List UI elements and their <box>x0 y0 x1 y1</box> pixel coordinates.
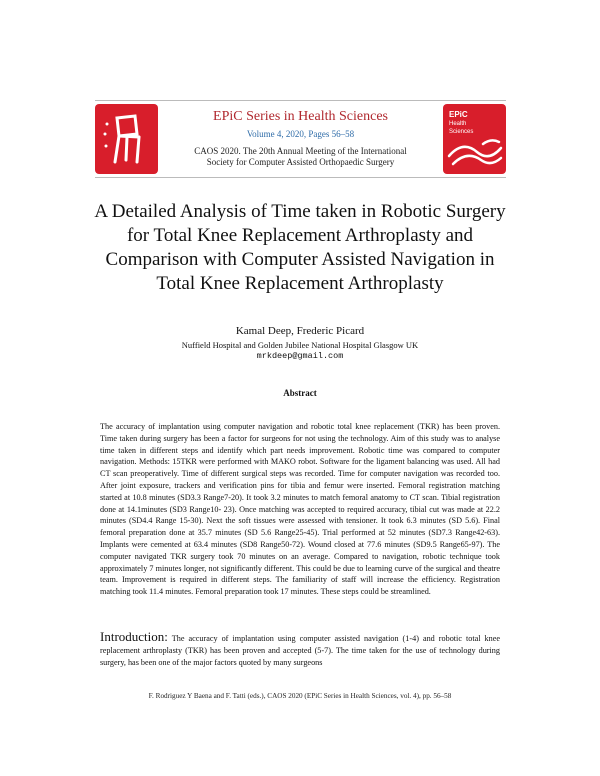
epic-health-sciences-logo <box>443 104 506 174</box>
introduction-text: The accuracy of implantation using computer assisted navigation (1-4) and robotic total knee replacement arthroplasty (TKR) has been proven and accepted (5-7). The time taken for the use of technology during surgery, has been one of the major factors quoted by many surgeons <box>100 634 500 667</box>
paper-title: A Detailed Analysis of Time taken in Robotic Surgery for Total Knee Replacement Arthroplasty and Comparison with Computer Assisted Navigation in Total Knee Replacement Arthroplasty <box>94 201 506 294</box>
series-banner <box>95 100 506 178</box>
author-affiliation: Nuffield Hospital and Golden Jubilee National Hospital Glasgow UK <box>181 340 419 350</box>
logo-sciences-text: Sciences <box>449 129 474 135</box>
abstract-heading: Abstract <box>283 388 317 398</box>
abstract-body <box>100 421 500 598</box>
stethoscope-icon <box>443 104 506 174</box>
series-title: EPiC Series in Health Sciences <box>213 109 388 124</box>
introduction-section <box>100 631 500 668</box>
conference-line-1: CAOS 2020. The 20th Annual Meeting of the International <box>194 146 407 156</box>
logo-health-text: Health <box>449 121 467 127</box>
author-email[interactable]: mrkdeep@gmail.com <box>256 351 344 361</box>
conference-name <box>165 146 436 168</box>
introduction-heading: Introduction: <box>100 629 168 644</box>
logo-epic-text: EPiC <box>449 110 468 119</box>
paper-authors: Kamal Deep, Frederic Picard <box>235 325 365 337</box>
citation-footer: F. Rodriguez Y Baena and F. Tatti (eds.), CAOS 2020 (EPiC Series in Health Sciences, vol. 4), pp. 56–58 <box>148 692 452 700</box>
volume-pages[interactable]: Volume 4, 2020, Pages 56–58 <box>246 129 355 139</box>
epic-chair-logo <box>95 104 158 174</box>
abstract-text: The accuracy of implantation using computer navigation and robotic total knee replacement (TKR) has been proven. Time taken during surgery has been a factor for surgeons for not using the technology. Aim of this study was to analyse time taken in different steps and identify which part needs improvement. Robotic time was compared to computer navigation. Methods: 15TKR were performed with MAKO robot. Software for the ligament balancing was used. All had CT scan preoperatively. Time of different surgical steps was recorded. Time for computer navigation was recorded too. After joint exposure, trackers and verification pins for tibia and femur were inserted. Femoral registration matching started at 10.8 minutes (SD3.3 Range7-20). It took 3.2 minutes to match femoral anatomy to CT scan. Tibial registration done at 14.1minutes (SD3 Range10- 23). Once matching was accepted to required accuracy, tibial cut was made at 22.2 minutes (SD4.4 Range 15-30). Next the soft tissues were assessed with tensioner. It took 6.3 minutes (SD 5.6). Final femoral preparation done at 35.7 minutes (SD 5.6 Range25-45). Trial performed at 52 minutes (SD7.3 Range42-63). Implants were cemented at 63.4 minutes (SD8 Range50-72). Wound closed at 77.6 minutes (SD9.5 Range65-97). The computer navigated TKR surgery took 70 minutes on an average. Compared to navigation, robotic technique took approximately 7 minutes longer, not significantly different. This could be due to learning curve of the surgical and theatre team. Improvement is required in different steps. The familiarity of staff will increase the efficiency. Registration matching took 11.4 minutes. Femoral preparation took 17 minutes. These steps could be streamlined. <box>100 422 500 597</box>
conference-line-2: Society for Computer Assisted Orthopaedic Surgery <box>206 157 395 167</box>
chair-icon <box>95 104 158 174</box>
